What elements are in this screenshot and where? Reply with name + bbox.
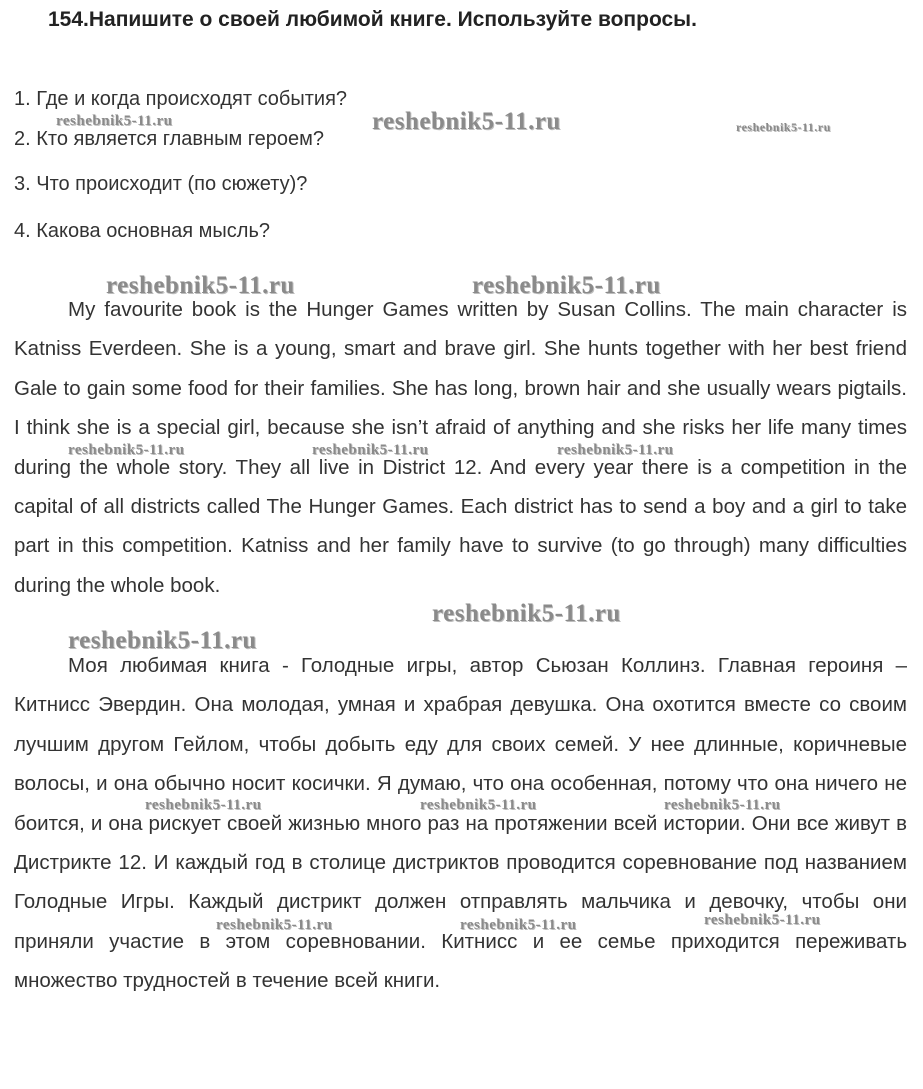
watermark: reshebnik5-11.ru: [664, 797, 781, 813]
watermark: reshebnik5-11.ru: [420, 797, 537, 813]
watermark: reshebnik5-11.ru: [704, 912, 821, 928]
watermark: reshebnik5-11.ru: [216, 917, 333, 933]
watermark: reshebnik5-11.ru: [56, 113, 173, 129]
watermark: reshebnik5-11.ru: [472, 272, 661, 299]
question-item: 1. Где и когда происходят события?: [14, 88, 348, 110]
question-item: 4. Какова основная мысль?: [14, 220, 270, 242]
watermark: reshebnik5-11.ru: [68, 442, 185, 458]
watermark: reshebnik5-11.ru: [106, 272, 295, 299]
question-item: 2. Кто является главным героем?: [14, 128, 324, 150]
russian-answer-text: Моя любимая книга - Голодные игры, автор Сьюзан Коллинз. Главная героиня – Китнисс Эвердин. Она молодая, умная и храбрая девушка. Она охотится вместе со своим лучшим другом Гейлом, чтобы добыть еду для своих семей. У нее длинные, коричневые волосы, и она обычно носит косички. Я думаю, что она особенная, потому что она ничего не боится, и она рискует своей жизнью много раз на протяжении всей истории. Они все живут в Дистрикте 12. И каждый год в столице дистриктов проводится соревнование под названием Голодные Игры. Каждый дистрикт должен отправлять мальчика и девочку, чтобы они приняли участие в этом соревновании. Китнисс и ее семье приходится переживать множество трудностей в течение всей книги.: [14, 654, 907, 993]
question-item: 3. Что происходит (по сюжету)?: [14, 173, 308, 195]
watermark: reshebnik5-11.ru: [736, 120, 831, 134]
watermark: reshebnik5-11.ru: [460, 917, 577, 933]
watermark: reshebnik5-11.ru: [312, 442, 429, 458]
watermark: reshebnik5-11.ru: [557, 442, 674, 458]
english-answer-text: My favourite book is the Hunger Games written by Susan Collins. The main character is Katniss Everdeen. She is a young, smart and brave girl. She hunts together with her best friend Gale to gain some food for their families. She has long, brown hair and she usually wears pigtails. I think she is a special girl, because she isn’t afraid of anything and she risks her life many times during the whole story. They all live in District 12. And every year there is a competition in the capital of all districts called The Hunger Games. Each district has to send a boy and a girl to take part in this competition. Katniss and her family have to survive (to go through) many difficulties during the whole book.: [14, 298, 907, 597]
russian-answer-paragraph: [14, 646, 907, 1001]
watermark: reshebnik5-11.ru: [68, 627, 257, 654]
watermark: reshebnik5-11.ru: [372, 108, 561, 135]
exercise-title: 154.Напишите о своей любимой книге. Используйте вопросы.: [48, 8, 697, 31]
watermark: reshebnik5-11.ru: [145, 797, 262, 813]
watermark: reshebnik5-11.ru: [432, 600, 621, 627]
